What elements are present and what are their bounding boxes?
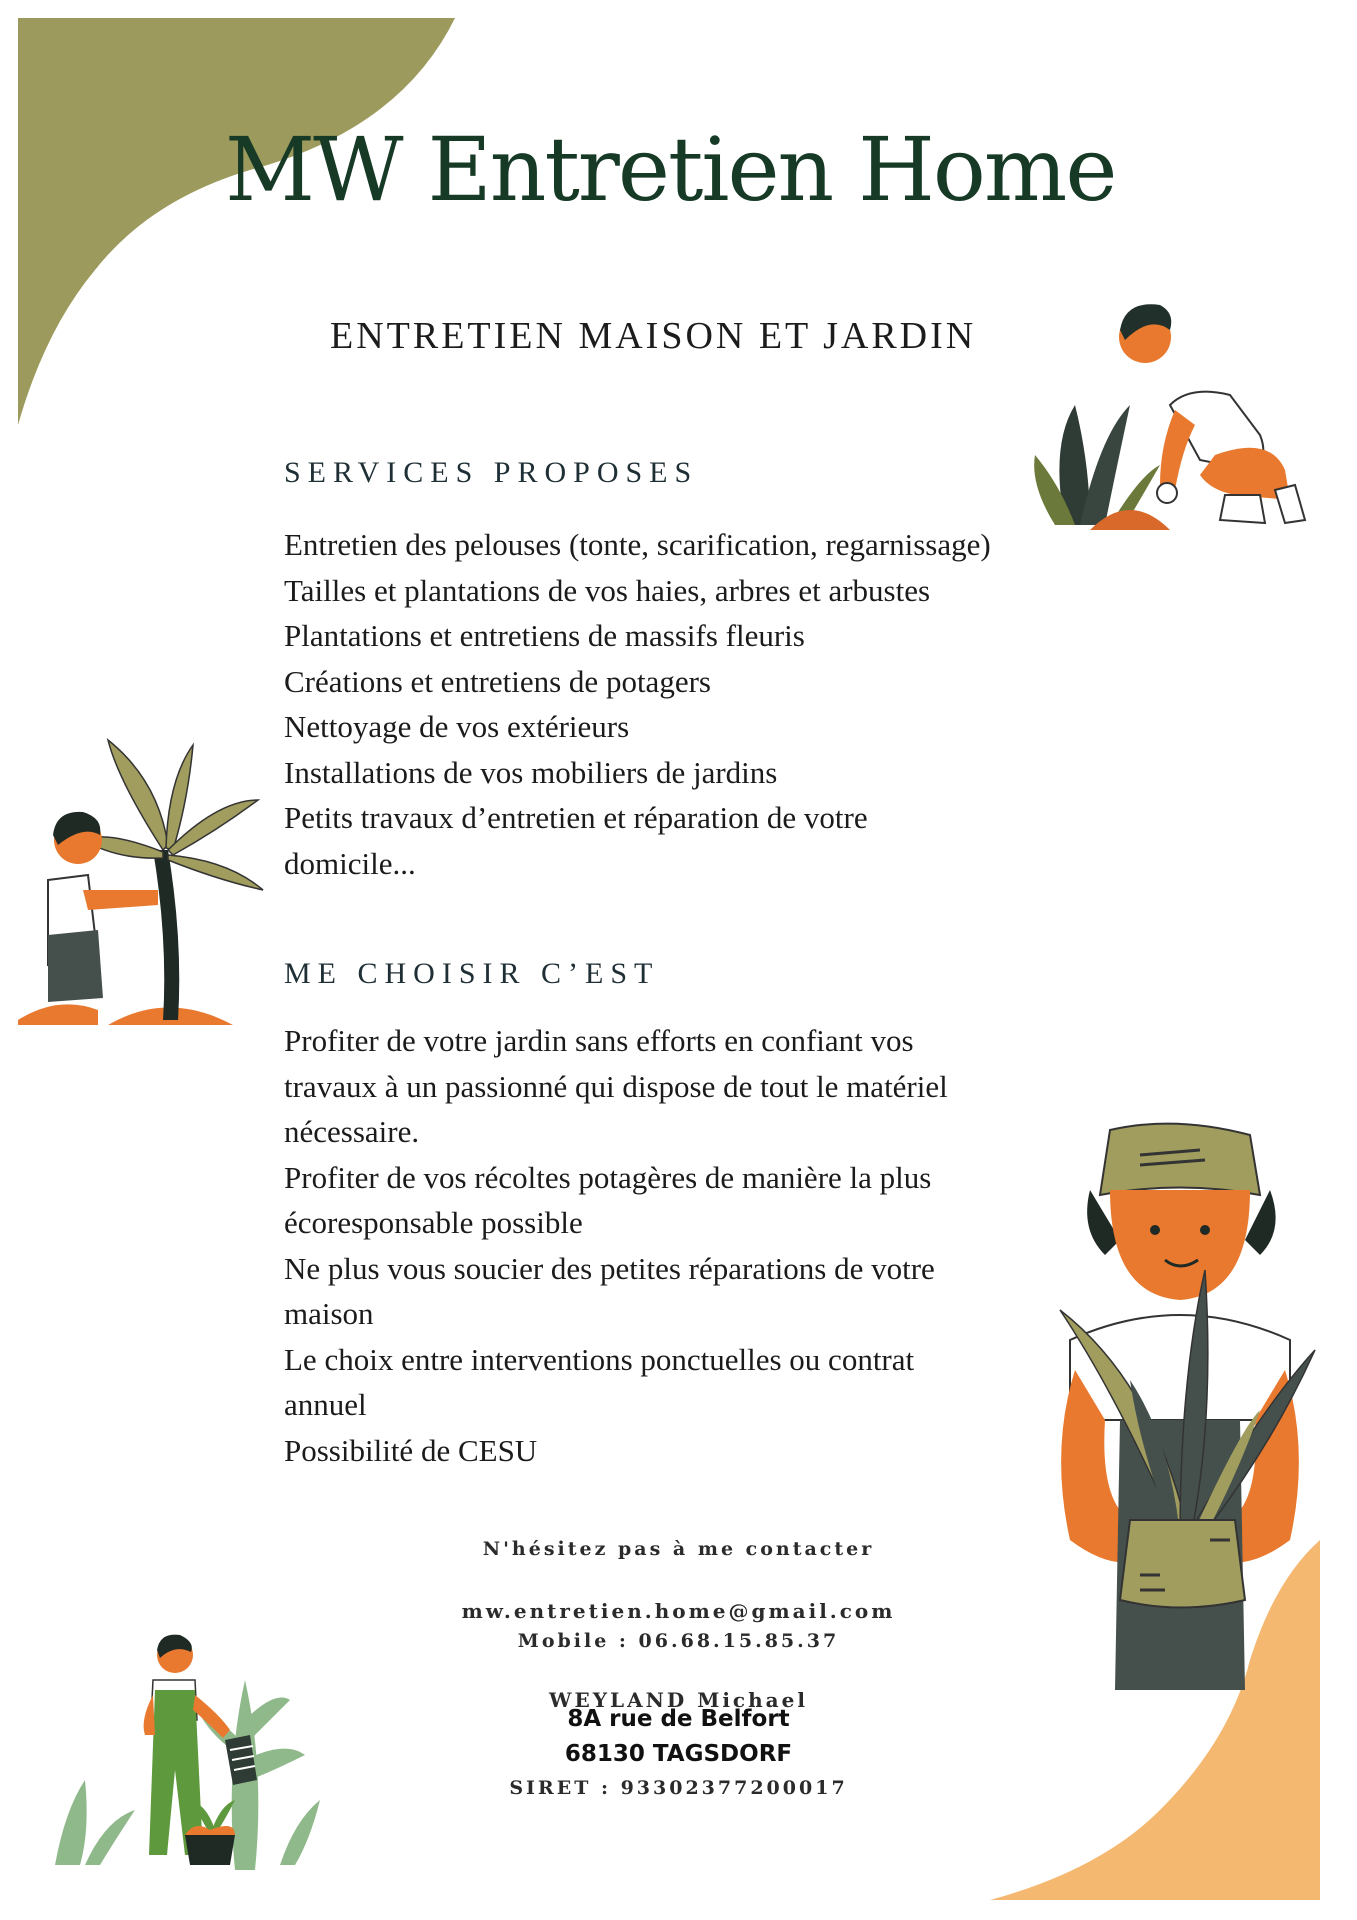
list-item: Créations et entretiens de potagers	[284, 663, 711, 699]
list-item: Petits travaux d’entretien et réparation de votre	[284, 800, 868, 835]
list-item: maison	[284, 1296, 374, 1331]
contact-address-city: 68130 TAGSDORF	[564, 1741, 793, 1767]
contact-mobile[interactable]: Mobile : 06.68.15.85.37	[517, 1630, 840, 1652]
list-item: Le choix entre interventions ponctuelles ou contrat	[284, 1341, 915, 1377]
gardener-palm-tree-illustration	[18, 740, 268, 1030]
list-item: Profiter de vos récoltes potagères de manière la plus	[284, 1159, 932, 1195]
list-item: Installations de vos mobiliers de jardins	[284, 754, 778, 790]
contact-email[interactable]: mw.entretien.home@gmail.com	[461, 1599, 896, 1623]
services-list	[284, 522, 1144, 886]
reasons-heading: ME CHOISIR C’EST	[284, 957, 660, 990]
list-item: Nettoyage de vos extérieurs	[284, 709, 630, 744]
list-item: Ne plus vous soucier des petites réparations de votre	[284, 1250, 935, 1286]
list-item: nécessaire.	[284, 1114, 420, 1149]
services-heading: SERVICES PROPOSES	[284, 456, 699, 489]
list-item: Plantations et entretiens de massifs fleuris	[284, 618, 805, 653]
brand-title: MW Entretien Home	[225, 118, 1116, 221]
contact-name: WEYLAND Michael	[549, 1688, 808, 1712]
list-item: travaux à un passionné qui dispose de tout le matériel	[284, 1068, 948, 1104]
brand-tagline: ENTRETIEN MAISON ET JARDIN	[330, 315, 977, 357]
gardener-planting-illustration	[1020, 285, 1320, 535]
contact-siret: SIRET : 93302377200017	[509, 1777, 848, 1799]
list-item: Profiter de votre jardin sans efforts en confiant vos	[284, 1023, 914, 1058]
list-item: Tailles et plantations de vos haies, arbres et arbustes	[284, 572, 931, 608]
list-item: domicile...	[284, 845, 416, 881]
list-item: Possibilité de CESU	[284, 1432, 538, 1468]
reasons-list	[284, 1018, 1104, 1473]
contact-cta: N'hésitez pas à me contacter	[482, 1538, 875, 1560]
list-item: Entretien des pelouses (tonte, scarification, regarnissage)	[284, 527, 991, 562]
contact-address-street: 8A rue de Belfort	[567, 1706, 790, 1732]
list-item: écoresponsable possible	[284, 1205, 583, 1240]
list-item: annuel	[284, 1387, 367, 1422]
